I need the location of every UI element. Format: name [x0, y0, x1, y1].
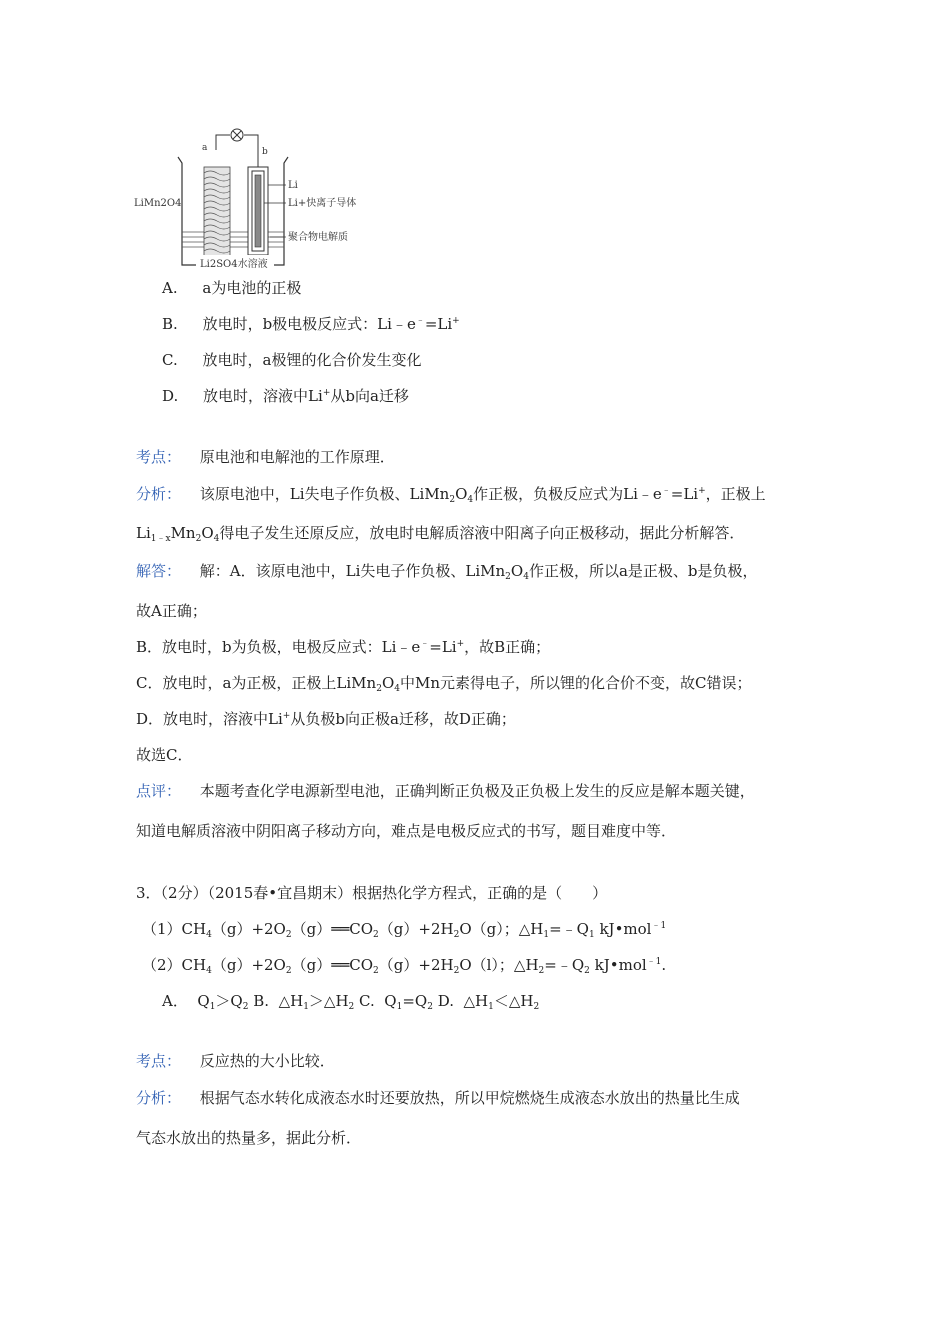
jieda5-a: D．放电时，溶液中Li: [136, 710, 283, 728]
eq2-end: .: [661, 956, 667, 974]
eq1-label: （1）: [142, 920, 182, 938]
q3-fenxi-label: 分析：: [136, 1089, 182, 1107]
option-d-letter: D.: [162, 387, 179, 405]
jieda4-c: 中Mn元素得电子，所以锂的化合价不变，故C错误；: [399, 674, 752, 692]
beaker: [178, 157, 288, 265]
q3-fenxi-line2: 气态水放出的热量多，据此分析．: [136, 1129, 362, 1147]
option-b-pre: 放电时，b极电极反应式：Li﹣e: [202, 315, 416, 333]
jieda5-b: 从负极b向正极a迁移，故D正确；: [290, 710, 516, 728]
option-c-letter: C.: [162, 351, 178, 369]
dianping1: 本题考查化学电源新型电池，正确判断正负极及正负极上发生的反应是解本题关键，: [199, 782, 755, 800]
option-b-mid: =Li: [424, 315, 453, 333]
fenxi1-d: =Li: [670, 485, 699, 503]
q2-fenxi-line2: $Li_{1﹣x}Mn_2O_4$得电子发生还原反应，放电时电解质溶液中阳离子向正极移动，据此分析解答．: [136, 524, 745, 544]
q3-kaodian-label: 考点：: [136, 1052, 182, 1070]
q2-kaodian: [136, 446, 395, 467]
fenxi1-a: 该原电池中，Li失电子作负极、LiMn: [199, 485, 450, 503]
q2-jieda-line2: 故A正确；: [136, 602, 207, 620]
kaodian-label: 考点：: [136, 448, 182, 466]
fenxi2-a: Li: [136, 524, 151, 542]
label-conductor: Li+快离子导体: [288, 198, 357, 209]
jieda3-b: =Li: [429, 638, 457, 656]
q2-dianping-line2: 知道电解质溶液中阴阳离子移动方向，难点是电极反应式的书写，题目难度中等．: [136, 822, 677, 840]
li-electrode: [255, 175, 261, 247]
dianping-label: 点评：: [136, 782, 182, 800]
jieda1-a: 解：A．该原电池中，Li失电子作负极、LiMn: [199, 562, 506, 580]
q3-eq1: $(1)CH_4(g)+2O_2(g)══CO_2(g)+2H_2O(g)$；$\triangle H_1=﹣Q_1$ kJ•mol$^{﹣1}$: [142, 920, 667, 940]
option-d-post: 从b向a迁移: [330, 387, 409, 405]
q3-kaodian: [136, 1050, 335, 1071]
eq2-rhs: =﹣Q: [544, 956, 585, 974]
battery-diagram-svg: [134, 127, 364, 273]
fenxi1-e: ，正极上: [705, 485, 766, 503]
q2-dianping-line1: [136, 780, 755, 801]
q2-jieda-line4: C．放电时，a为正极，正极上$LiMn_2O_4$中Mn元素得电子，所以锂的化合价不变，故C错误；: [136, 674, 752, 694]
q3-fenxi1: 根据气态水转化成液态水时还要放热，所以甲烷燃烧生成液态水放出的热量比生成: [199, 1089, 740, 1107]
eq1-rhs: =﹣Q: [549, 920, 589, 938]
fenxi2-c: O: [201, 524, 214, 542]
option-a-letter: A.: [162, 279, 178, 297]
label-solution: Li2SO4水溶液: [200, 259, 268, 270]
option-b: [162, 313, 460, 334]
eq2-label: （2）: [142, 956, 182, 974]
fenxi-label: 分析：: [136, 485, 182, 503]
option-d-pre: 放电时，溶液中Li: [203, 387, 323, 405]
label-a: a: [202, 143, 208, 153]
label-polymer: 聚合物电解质: [288, 232, 348, 243]
jieda-label: 解答：: [136, 562, 182, 580]
option-b-letter: B.: [162, 315, 178, 333]
q3-fenxi-line1: [136, 1087, 740, 1108]
option-b-sup1: ﹣: [415, 316, 425, 326]
fenxi2-sub: 1﹣x: [150, 534, 171, 544]
eq2-unit: kJ•mol: [589, 956, 647, 974]
q2-jieda-line6: 故选C．: [136, 746, 193, 764]
eq1-unit: kJ•mol: [594, 920, 652, 938]
q2-jieda-line5: D．放电时，溶液中Li+从负极b向正极a迁移，故D正确；: [136, 710, 516, 728]
jieda3-a: B．放电时，b为负极，电极反应式：Li﹣e: [136, 638, 421, 656]
q3-kaodian-text: 反应热的大小比较．: [199, 1052, 335, 1070]
wire-b: [244, 135, 258, 167]
eq2-state: （l）；△H: [471, 956, 539, 974]
q3-options: A． $Q_1>Q_2$ B. $\triangle H_1>\triangle H_2$ C. $Q_1=Q_2$ D. $\triangle H_1<\triangle H_2$: [162, 992, 540, 1012]
option-d-sup: +: [322, 388, 331, 398]
kaodian-text: 原电池和电解池的工作原理．: [199, 448, 395, 466]
label-b: b: [262, 147, 268, 157]
option-c: [162, 349, 421, 370]
fenxi1-c: 作正极，负极反应式为Li﹣e: [473, 485, 662, 503]
fenxi2-d: 得电子发生还原反应，放电时电解质溶液中阳离子向正极移动，据此分析解答．: [219, 524, 745, 542]
wire-a: [216, 135, 230, 150]
option-c-text: 放电时，a极锂的化合价发生变化: [202, 351, 422, 369]
q2-fenxi-line1: 分析： 该原电池中，Li失电子作负极、$LiMn_2O_4$作正极，负极反应式为Li﹣e﹣=Li+，正极上: [136, 485, 766, 505]
q2-jieda-line1: 解答： 解：A．该原电池中，Li失电子作负极、$LiMn_2O_4$作正极，所以a是正极、b是负极，: [136, 562, 758, 582]
jieda3-c: ，故B正确；: [464, 638, 551, 656]
option-b-sup2: +: [452, 316, 460, 326]
option-a: [162, 277, 301, 298]
battery-diagram: [134, 127, 364, 273]
label-li: Li: [288, 180, 298, 191]
eq1-state: （g）；△H: [471, 920, 544, 938]
q3-eq2: $(2)CH_4(g)+2O_2(g)══CO_2(g)+2H_2O(l)$；$\triangle H_2=﹣Q_2$ kJ•mol$^{﹣1}$.: [142, 956, 667, 976]
q2-jieda-line3: B．放电时，b为负极，电极反应式：Li﹣e﹣=Li+，故B正确；: [136, 638, 551, 656]
jieda1-c: 作正极，所以a是正极、b是负极，: [528, 562, 758, 580]
jieda1-b: O: [510, 562, 524, 580]
q3-stem: 3．（2分）（2015春•宜昌期末）根据热化学方程式，正确的是（ ）: [136, 884, 608, 902]
fenxi1-b: O: [455, 485, 468, 503]
jieda4-a: C．放电时，a为正极，正极上LiMn: [136, 674, 377, 692]
option-d: [162, 385, 409, 406]
label-limn2o4: LiMn2O4: [134, 198, 182, 209]
jieda4-b: O: [381, 674, 395, 692]
q3-option-a-letter: A．: [162, 992, 188, 1010]
fenxi2-b: Mn: [170, 524, 196, 542]
option-a-text: a为电池的正极: [202, 279, 302, 297]
